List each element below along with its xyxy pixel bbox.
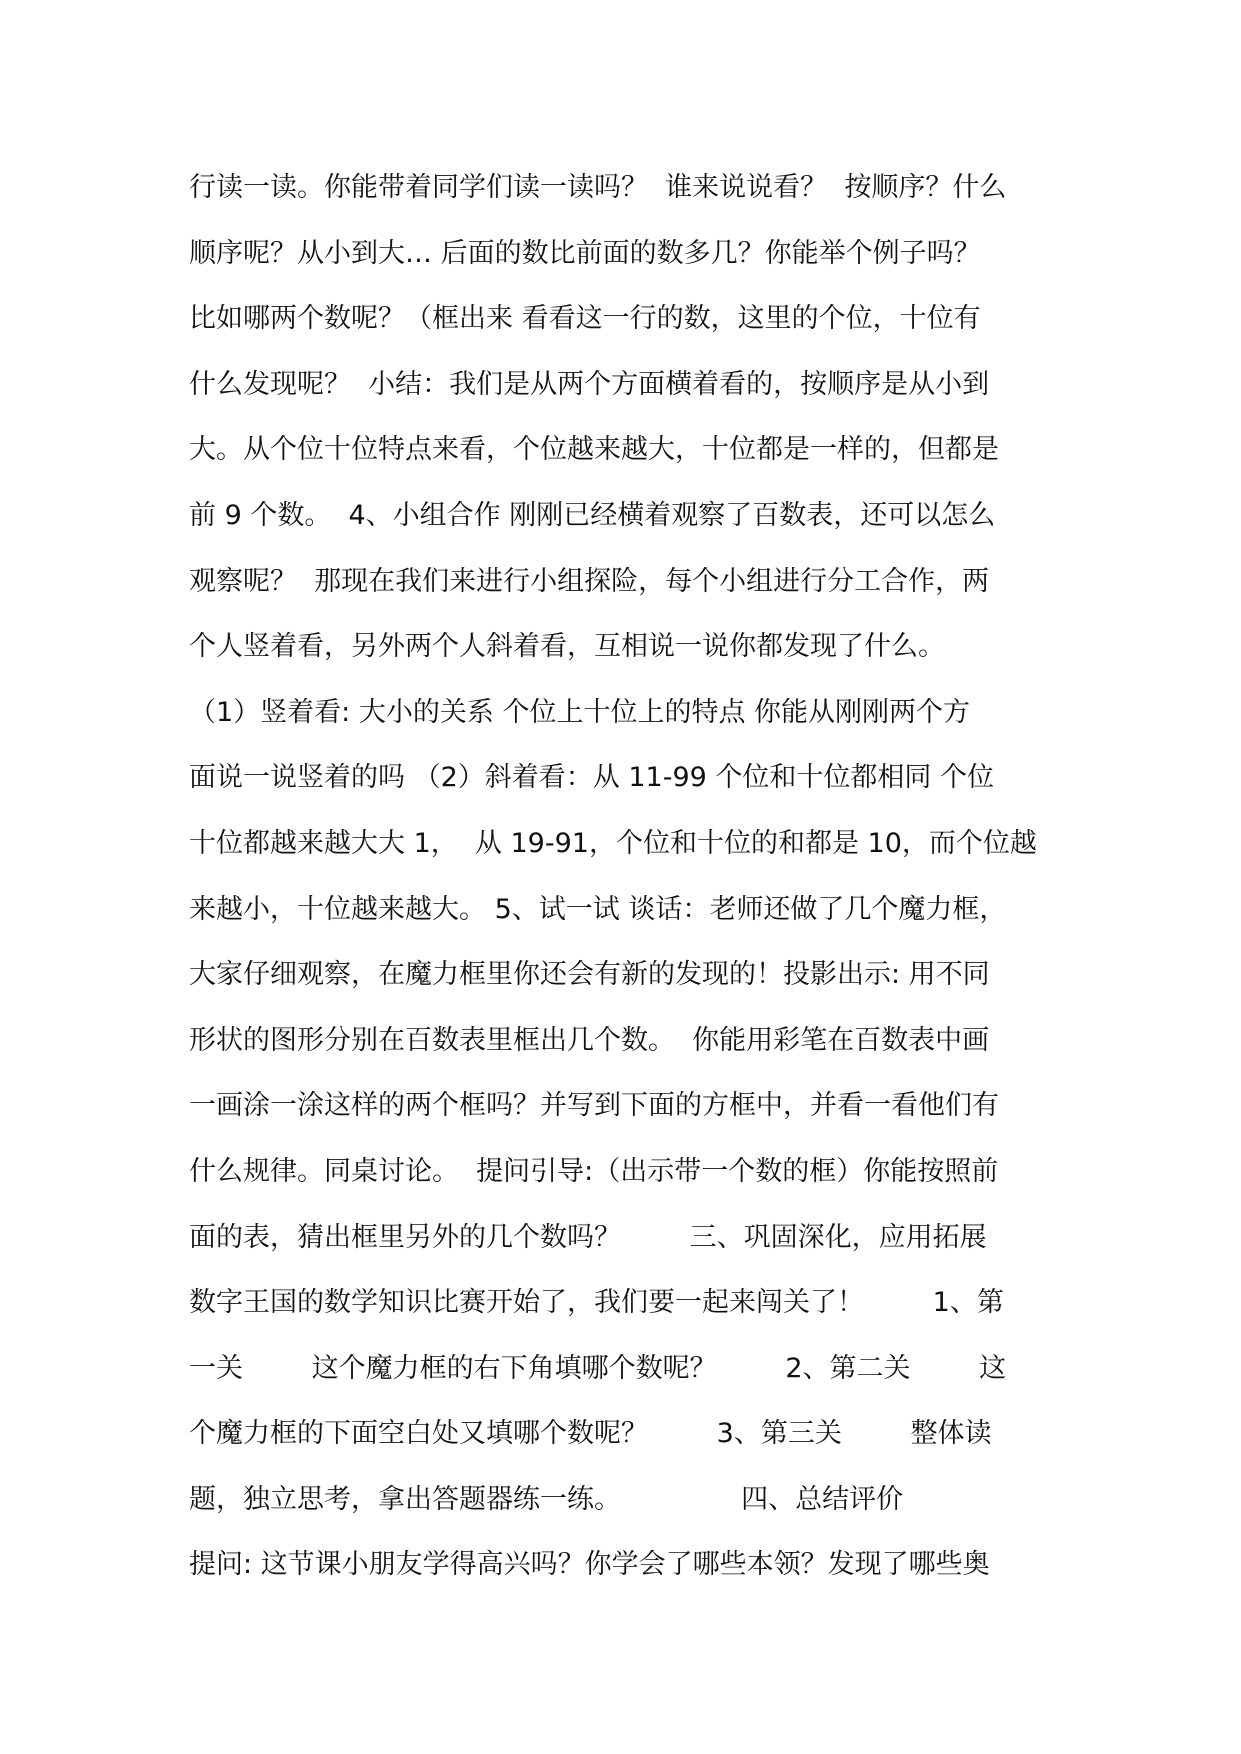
text-line: 大。从个位十位特点来看，个位越来越大，十位都是一样的，但都是 — [189, 434, 999, 466]
text-line: 十位都越来越大大 1， 从 19-91，个位和十位的和都是 10，而个位越 — [189, 827, 1037, 859]
text-line: 什么规律。同桌讨论。 提问引导:（出示带一个数的框）你能按照前 — [189, 1155, 999, 1187]
text-line: 一画涂一涂这样的两个框吗？并写到下面的方框中，并看一看他们有 — [189, 1090, 999, 1122]
text-line: 前 9 个数。 4、小组合作 刚刚已经横着观察了百数表，还可以怎么 — [189, 499, 996, 531]
text-line: 来越小，十位越来越大。 5、试一试 谈话：老师还做了几个魔力框， — [189, 893, 1007, 925]
text-line: 个人竖着看，另外两个人斜着看，互相说一说你都发现了什么。 — [189, 631, 945, 663]
text-line: 形状的图形分别在百数表里框出几个数。 你能用彩笔在百数表中画 — [189, 1024, 990, 1056]
text-line: 个魔力框的下面空白处又填哪个数呢？ 3、第三关 整体读 — [189, 1418, 992, 1450]
text-line: （1）竖着看: 大小的关系 个位上十位上的特点 你能从刚刚两个方 — [189, 696, 971, 728]
text-line: 比如哪两个数呢？（框出来 看看这一行的数，这里的个位，十位有 — [189, 303, 981, 335]
text-line: 观察呢？ 那现在我们来进行小组探险，每个小组进行分工合作，两 — [189, 565, 990, 597]
text-line: 行读一读。你能带着同学们读一读吗？ 谁来说说看？ 按顺序？什么 — [189, 172, 1007, 203]
text-line: 面说一说竖着的吗 （2）斜着看：从 11-99 个位和十位都相同 个位 — [189, 762, 994, 794]
text-line: 面的表，猜出框里另外的几个数吗？ 三、巩固深化，应用拓展 — [189, 1221, 987, 1253]
text-line: 提问: 这节课小朋友学得高兴吗？你学会了哪些本领？发现了哪些奥 — [189, 1549, 990, 1581]
text-line: 数字王国的数学知识比赛开始了，我们要一起来闯关了！ 1、第 — [189, 1287, 1004, 1319]
text-line: 顺序呢？从小到大… 后面的数比前面的数多几？你能举个例子吗？ — [189, 237, 981, 269]
text-line: 题，独立思考，拿出答题器练一练。 四、总结评价 — [189, 1483, 904, 1515]
body-text — [189, 155, 1059, 1598]
text-line: 大家仔细观察，在魔力框里你还会有新的发现的！投影出示: 用不同 — [189, 959, 990, 991]
text-line: 一关 这个魔力框的右下角填哪个数呢？ 2、第二关 这 — [189, 1352, 1007, 1384]
text-line: 什么发现呢？ 小结：我们是从两个方面横着看的，按顺序是从小到 — [189, 368, 990, 400]
